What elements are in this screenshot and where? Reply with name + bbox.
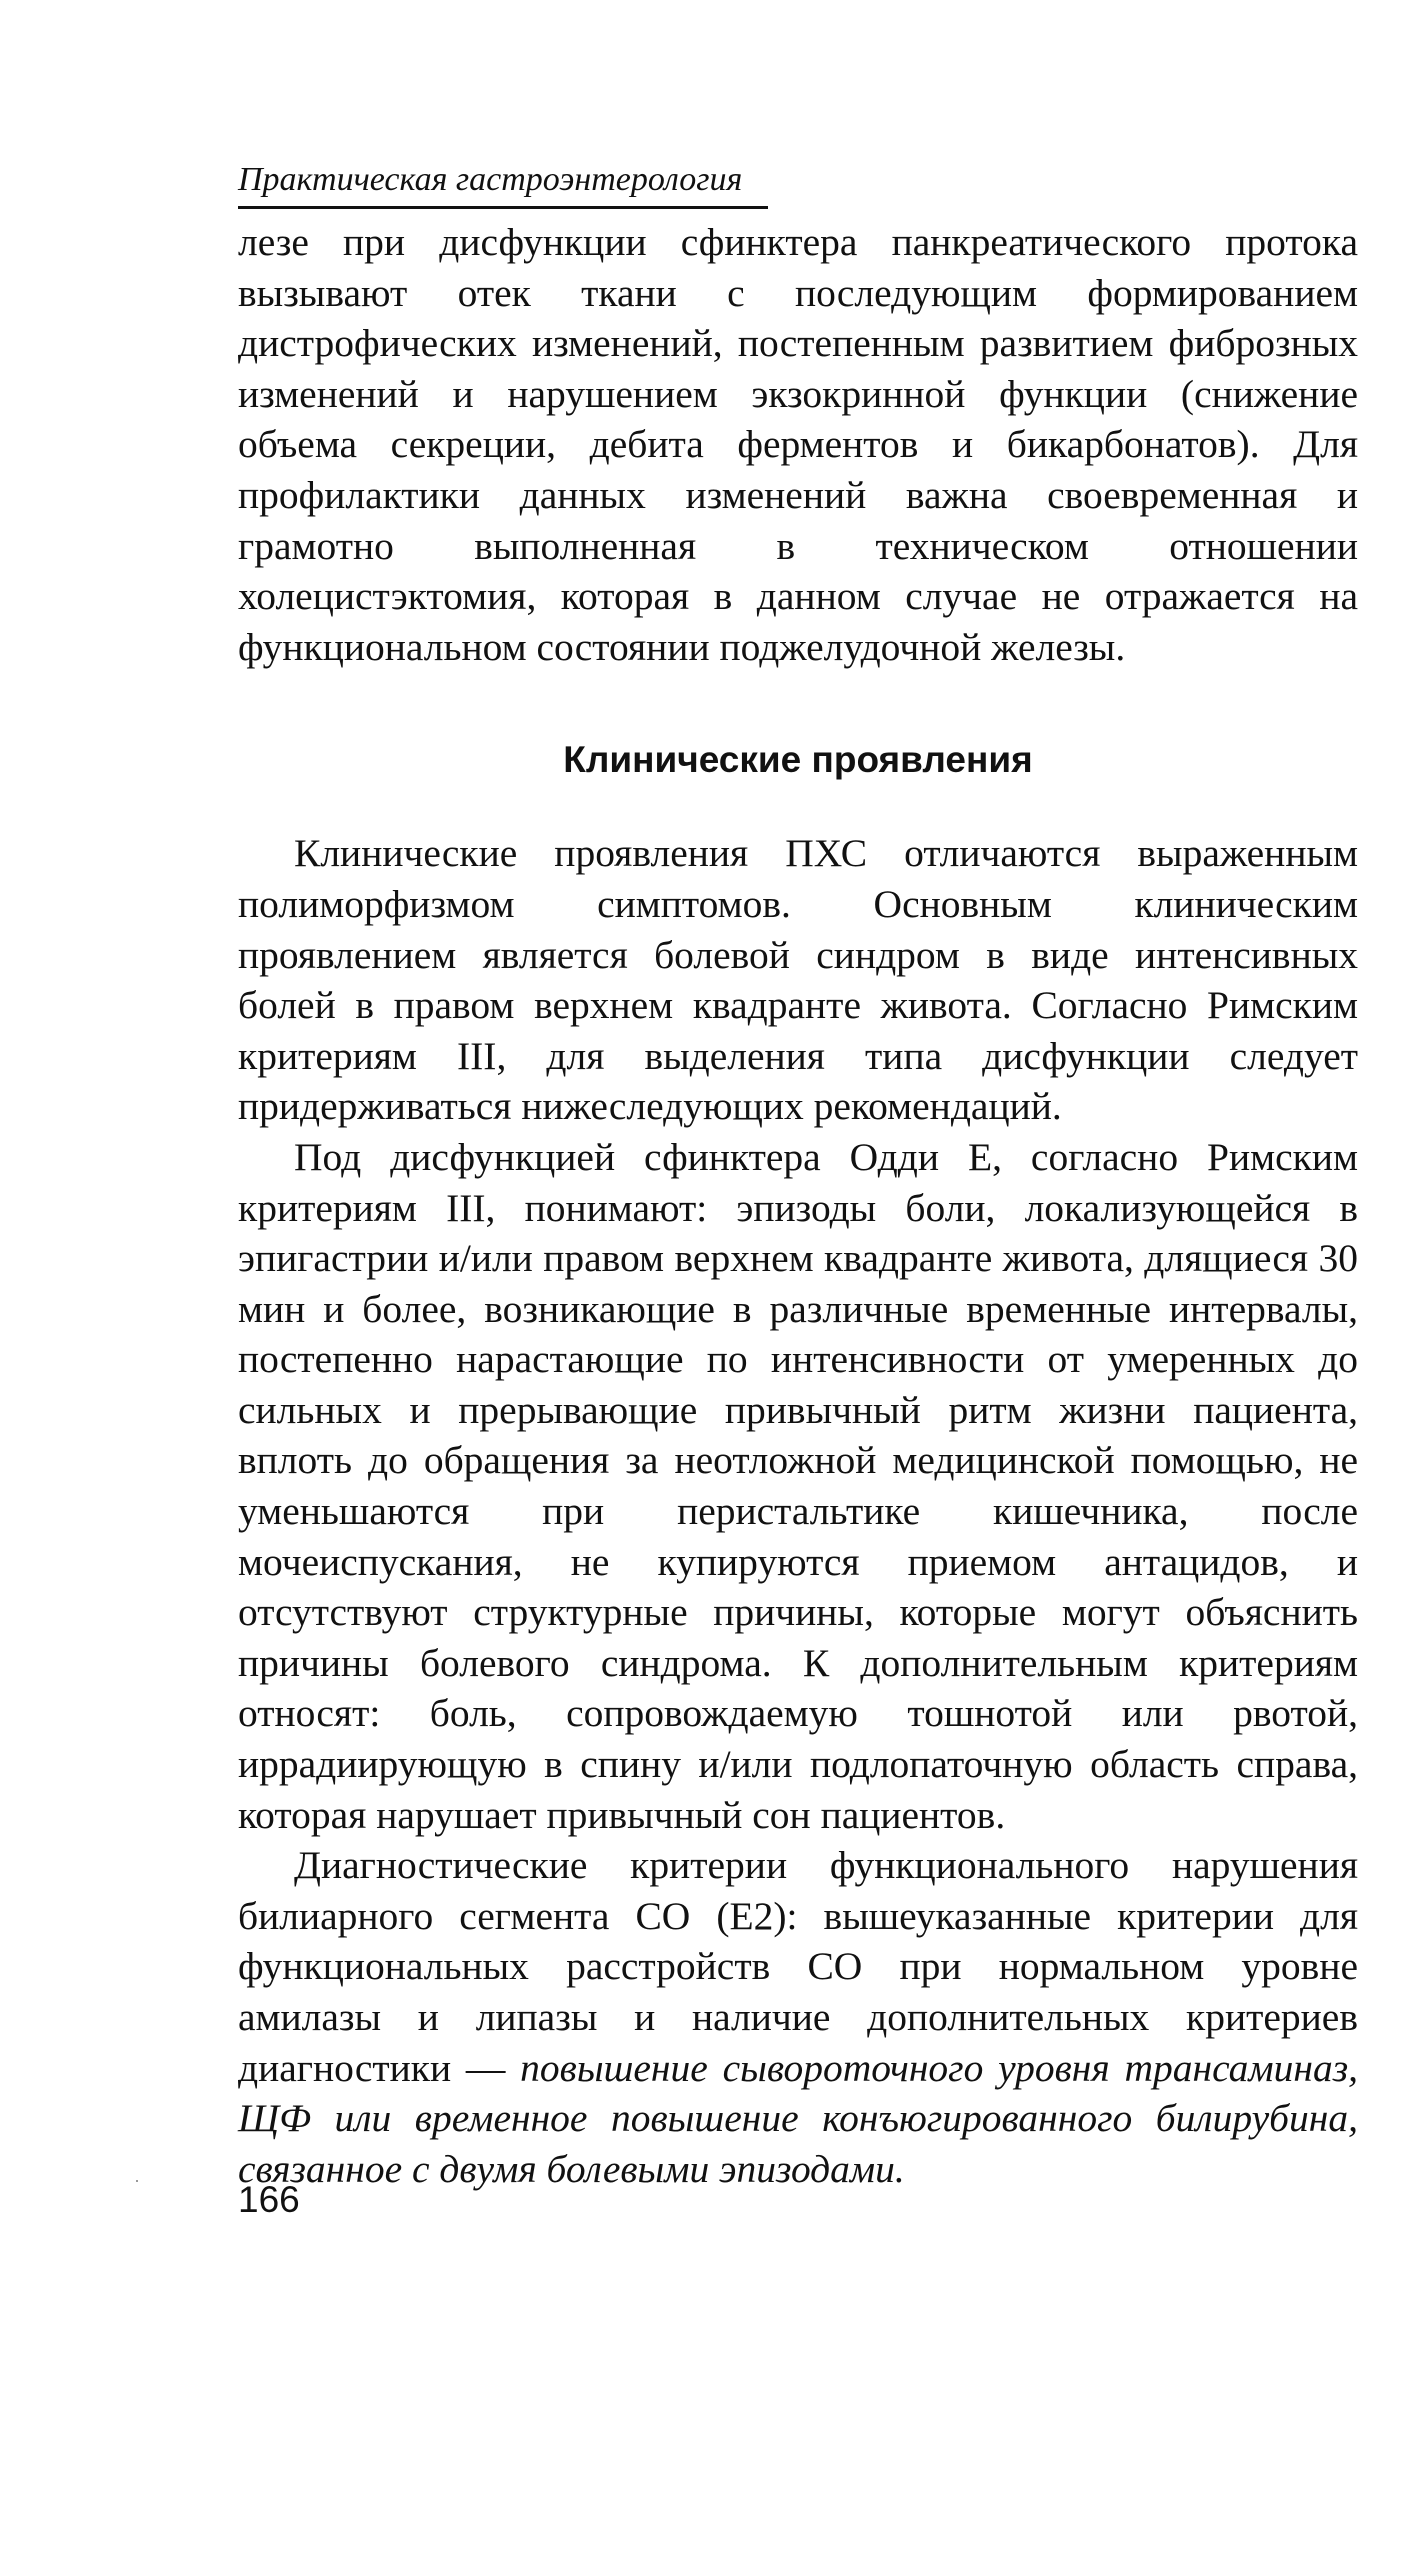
paragraph-oddi-dysfunction: Под дисфункцией сфинктера Одди Е, согласно Римским критериям III, понимают: эпизоды боли, локализующейся в эпигастрии и/или правом верхнем квадранте живота, длящиеся 30 мин и более, возникающие в различные временные интервалы, постепенно нарастающие по интенсивности от умеренных до сильных и прерывающие привычный ритм жизни пациента, вплоть до обращения за неотложной медицинской помощью, не уменьшаются при перистальтике кишечника, после мочеиспускания, не купируются приемом антацидов, и отсутствуют структурные причины, которые могут объяснить причины болевого синдрома. К дополнительным критериям относят: боль, сопровождаемую тошнотой или рвотой, иррадиирующую в спину и/или подлопаточную область справа, которая нарушает привычный сон пациентов.	[238, 1134, 1358, 1837]
diagnostic-criteria-italic-text: повышение сывороточного уровня трансаминаз, ЩФ или временное повышение конъюгированного билирубина, связанное с двумя болевыми эпизодами.	[238, 2045, 1358, 2191]
page-number: 166	[238, 2179, 300, 2220]
section-heading: Клинические проявления	[563, 739, 1033, 781]
running-head: Практическая гастроэнтерология	[238, 160, 768, 209]
paragraph-clinical-overview: Клинические проявления ПХС отличаются выраженным полиморфизмом симптомов. Основным клиническим проявлением является болевой синдром в виде интенсивных болей в правом верхнем квадранте живота. Согласно Римским критериям III, для выделения типа дисфункции следует придерживаться нижеследующих рекомендаций.	[238, 831, 1358, 1129]
paragraph-diagnostic-criteria	[238, 1840, 1358, 2194]
book-page	[238, 160, 1358, 2194]
scan-speck	[136, 2180, 138, 2182]
paragraph-continued: лезе при дисфункции сфинктера панкреатического протока вызывают отек ткани с последующим формированием дистрофических изменений, постепенным развитием фиброзных изменений и нарушением экзокринной функции (снижение объема секреции, дебита ферментов и бикарбонатов). Для профилактики данных изменений важна своевременная и грамотно выполненная в техническом отношении холецистэктомия, которая в данном случае не отражается на функциональном состоянии поджелудочной железы.	[238, 220, 1358, 669]
diagnostic-criteria-text: Диагностические критерии функционального нарушения билиарного сегмента СО (Е2): вышеуказанные критерии для функциональных расстройств СО при нормальном уровне амилазы и липазы и наличие дополнительных критериев диагностики —	[238, 1843, 1358, 2090]
